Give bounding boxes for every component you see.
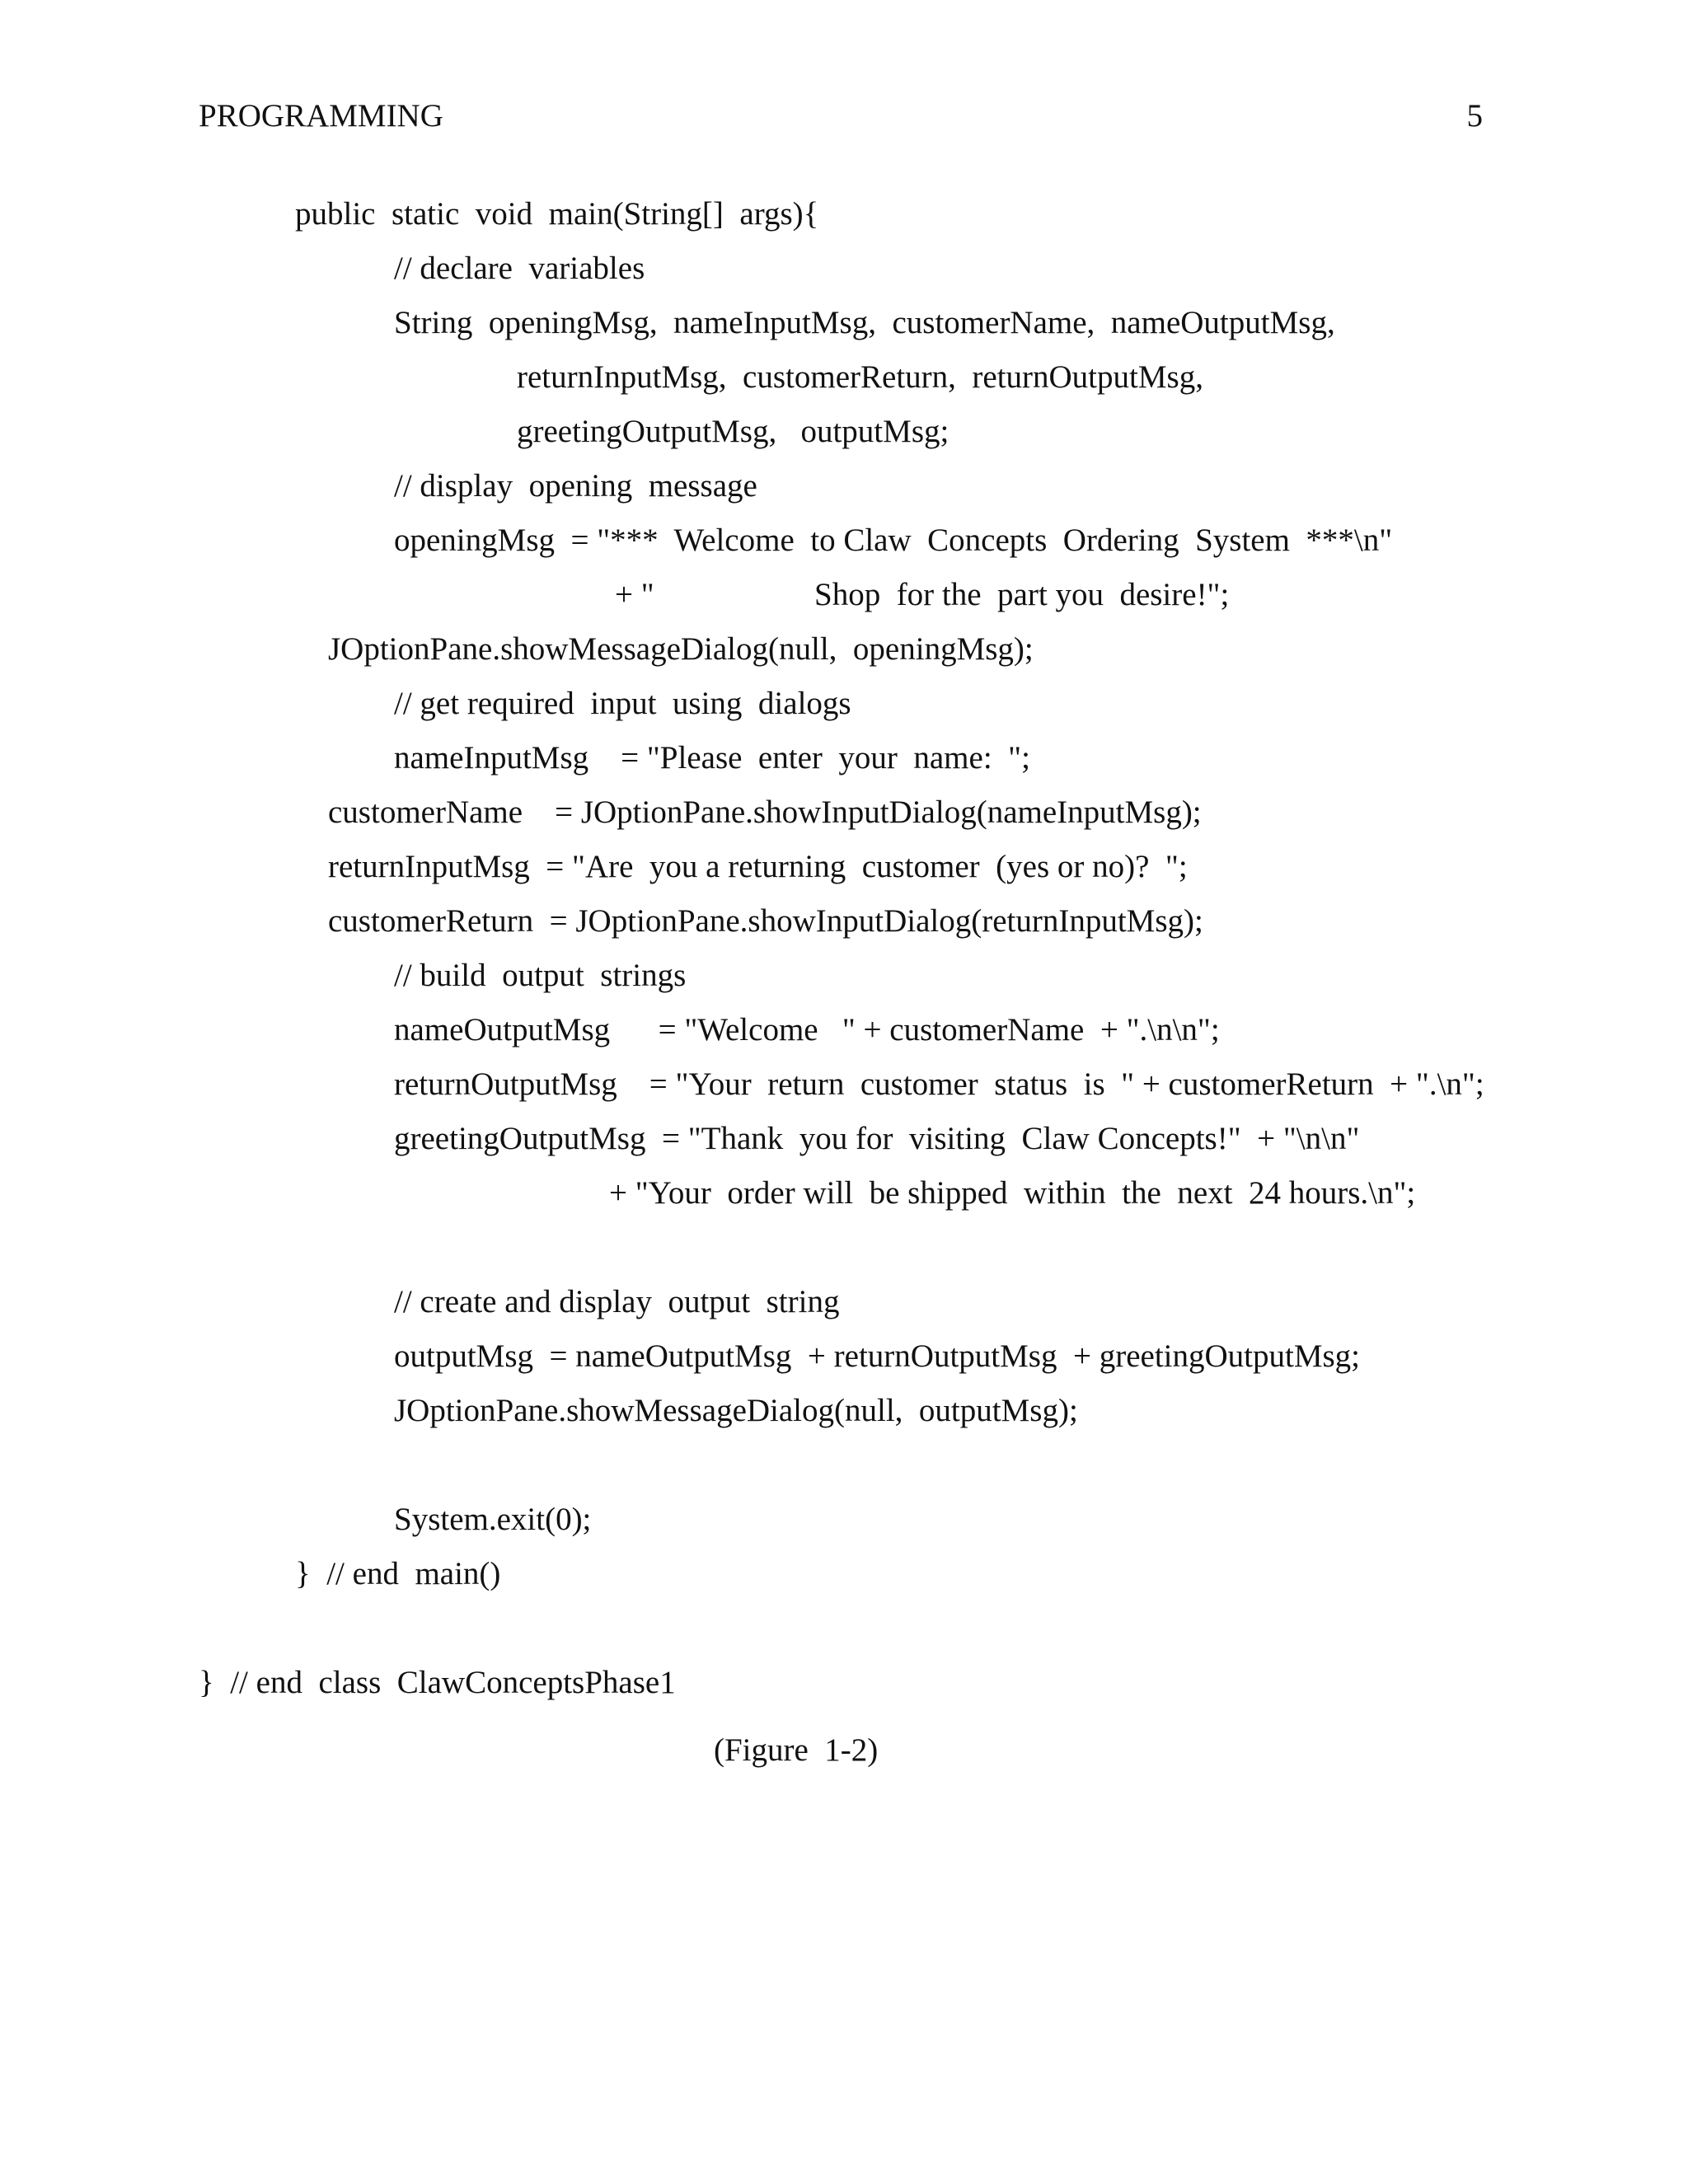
code-line-comment-build: // build output strings	[394, 958, 687, 993]
figure-caption: (Figure 1-2)	[714, 1732, 879, 1768]
code-line-declaration-continued-2: greetingOutputMsg, outputMsg;	[517, 414, 950, 449]
code-line-comment-input: // get required input using dialogs	[394, 686, 851, 721]
code-line-opening-msg: openingMsg = "*** Welcome to Claw Concepts Ordering System ***\n"	[394, 523, 1393, 558]
code-line-name-output-msg: nameOutputMsg = "Welcome " + customerName + ".\n\n";	[394, 1012, 1220, 1047]
code-line-customer-return: customerReturn = JOptionPane.showInputDialog(returnInputMsg);	[328, 903, 1203, 939]
code-line-end-class: } // end class ClawConceptsPhase1	[199, 1665, 676, 1700]
code-line-end-main: } // end main()	[295, 1556, 501, 1591]
code-line-declaration-continued-1: returnInputMsg, customerReturn, returnOutputMsg,	[517, 359, 1203, 395]
code-line-greeting-output-msg: greetingOutputMsg = "Thank you for visiting Claw Concepts!" + "\n\n"	[394, 1121, 1360, 1156]
code-line-comment-declare: // declare variables	[394, 251, 645, 286]
code-line-comment-create: // create and display output string	[394, 1284, 840, 1319]
code-line-return-input-msg: returnInputMsg = "Are you a returning customer (yes or no)? ";	[328, 849, 1188, 884]
code-line-greeting-continued: + "Your order will be shipped within the next 24 hours.\n";	[609, 1175, 1416, 1211]
code-line-return-output-msg: returnOutputMsg = "Your return customer status is " + customerReturn + ".\n";	[394, 1066, 1484, 1102]
code-line-show-output: JOptionPane.showMessageDialog(null, outputMsg);	[394, 1393, 1078, 1428]
code-line-string-declaration: String openingMsg, nameInputMsg, customerName, nameOutputMsg,	[394, 305, 1335, 340]
code-line-show-opening: JOptionPane.showMessageDialog(null, openingMsg);	[328, 631, 1034, 667]
running-head: PROGRAMMING	[199, 98, 443, 134]
code-line-opening-msg-plus: + "	[615, 577, 654, 612]
code-line-name-input-msg: nameInputMsg = "Please enter your name: ";	[394, 740, 1030, 776]
code-line-customer-name: customerName = JOptionPane.showInputDialog(nameInputMsg);	[328, 794, 1202, 830]
code-line-opening-msg-continued: Shop for the part you desire!";	[814, 577, 1230, 612]
page-number: 5	[1466, 98, 1483, 134]
code-line-system-exit: System.exit(0);	[394, 1502, 592, 1537]
code-line-comment-display: // display opening message	[394, 468, 757, 504]
code-line-main-signature: public static void main(String[] args){	[295, 196, 819, 232]
code-line-output-msg: outputMsg = nameOutputMsg + returnOutputMsg + greetingOutputMsg;	[394, 1338, 1361, 1374]
